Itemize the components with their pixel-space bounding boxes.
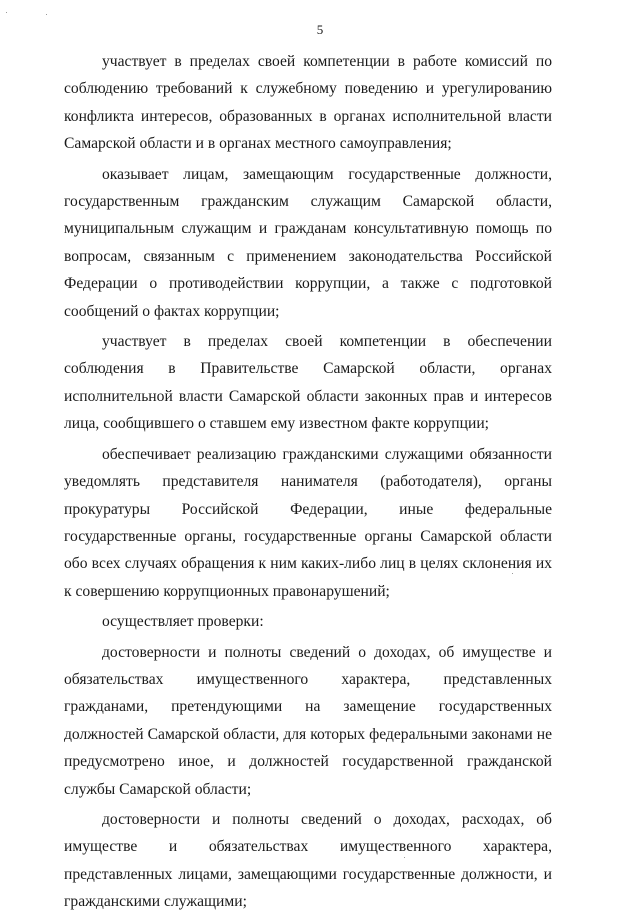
document-body: [64, 48, 552, 919]
paragraph-3: участвует в пределах своей компетенции в обеспечении соблюдения в Правительстве Самарской области, органах исполнительной власти Самарской области законных прав и интересов лица, сообщившего о ставшем ему известном факте коррупции;: [64, 333, 552, 433]
paragraph-2: оказывает лицам, замещающим государственные должности, государственным гражданским служащим Самарской области, муниципальным служащим и гражданам консультативную помощь по вопросам, связанным с применением законодательства Российской Федерации о противодействии коррупции, а также с подготовкой сообщений о фактах коррупции;: [64, 165, 552, 320]
paragraph-4: обеспечивает реализацию гражданскими служащими обязанности уведомлять представителя нанимателя (работодателя), органы прокуратуры Российской Федерации, иные федеральные государственные органы, государственные органы Самарской области обо всех случаях обращения к ним каких-либо лиц в целях склонения их к совершению коррупционных правонарушений;: [64, 445, 552, 600]
paragraph-6: достоверности и полноты сведений о доходах, об имуществе и обязательствах имущественного характера, представленных гражданами, претендующими на замещение государственных должностей Самарской области, для которых федеральными законами не предусмотрено иное, и должностей государственной гражданской службы Самарской области;: [64, 643, 552, 798]
paragraph-1: участвует в пределах своей компетенции в работе комиссий по соблюдению требований к служебному поведению и урегулированию конфликта интересов, образованных в органах исполнительной власти Самарской области и в органах местного самоуправления;: [64, 53, 552, 153]
scan-speck: [404, 857, 405, 858]
page-number: 5: [316, 22, 324, 37]
paragraph-7: достоверности и полноты сведений о доходах, расходах, об имуществе и обязательствах имущественного характера, представленных лицами, замещающими государственные должности, и гражданскими служащими;: [64, 810, 552, 911]
scan-speck: [46, 14, 47, 15]
paragraph-5: осуществляет проверки:: [102, 613, 264, 631]
scan-speck: [6, 12, 7, 13]
scan-speck: [512, 573, 513, 574]
